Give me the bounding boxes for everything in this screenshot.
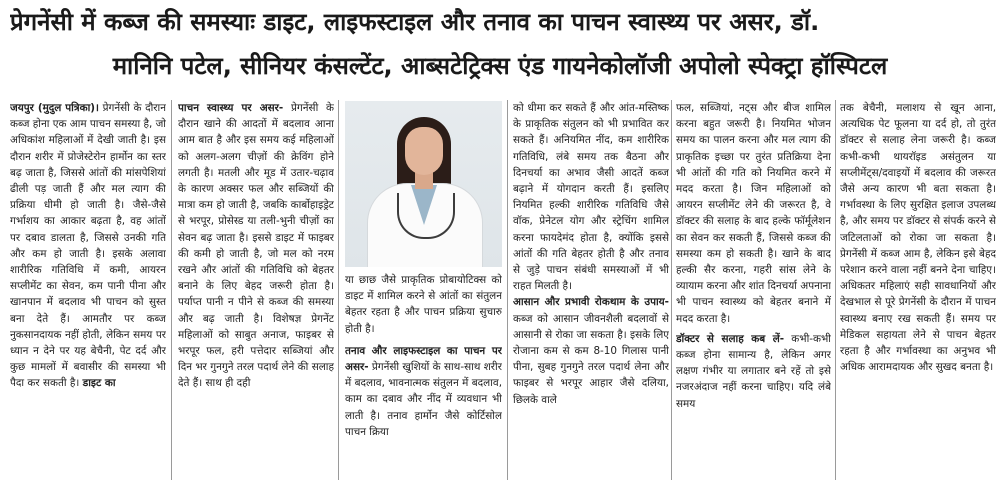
- article-column-3: [345, 272, 502, 482]
- subheading: तनाव और लाइफस्टाइल का पाचन पर असर-: [345, 344, 502, 374]
- column-text: को धीमा कर सकते हैं और आंत-मस्तिष्क के प्राकृतिक संतुलन को भी प्रभावित कर सकते हैं। अनियमित नींद, कम शारीरिक गतिविधि, लंबे समय तक बैठना और दिनचर्या का अभाव जैसी आदतें कब्ज बढ़ाने में योगदान करती हैं। इसलिए नियमित हल्की शारीरिक गतिविधि जैसे वॉक, प्रेनेटल योग और स्ट्रेचिंग शामिल करना फायदेमंद होता है, क्योंकि इससे आंतों की गति बेहतर होती है और तनाव से जुड़े पाचन संबंधी समस्याओं में भी राहत मिलती है।: [513, 102, 669, 293]
- column-divider: [338, 100, 339, 480]
- headline-line-2: मानिनि पटेल, सीनियर कंसल्टेंट, आब्सटेट्रिक्स एंड गायनेकोलॉजी अपोलो स्पेक्ट्रा हॉस्पिटल: [112, 52, 888, 80]
- column-divider: [507, 100, 508, 480]
- subheading: डॉक्टर से सलाह कब लें-: [676, 332, 785, 345]
- column-text: कब्ज को आसान जीवनशैली बदलावों से आसानी से रोका जा सकता है। इसके लिए रोजाना कम से कम 8-10 गिलास पानी पीना, सुबह गुनगुने तरल पदार्थ लेना और फाइबर से भरपूर आहार जैसे दलिया, छिलके वाले: [513, 312, 669, 406]
- column-text: फल, सब्जियां, नट्स और बीज शामिल करना बहुत जरूरी है। नियमित भोजन समय का पालन करना और मल त्याग की प्राकृतिक इच्छा पर तुरंत प्रतिक्रिया देना भी आंतों की गति को नियमित करने में मदद करता है। जिन महिलाओं को आयरन सप्लीमेंट लेने की जरूरत है, वे डॉक्टर की सलाह के बाद हल्के फॉर्मूलेशन का सेवन कर सकती हैं, जिससे कब्ज की समस्या कम हो सकती है। खाने के बाद हल्की सैर करना, गहरी सांस लेने के व्यायाम करना और शांत दिनचर्या अपनाना भी पाचन स्वास्थ्य को बेहतर बनाने में मदद करता है।: [676, 102, 831, 325]
- column-divider: [671, 100, 672, 480]
- column-text: कभी-कभी कब्ज होना सामान्य है, लेकिन अगर लक्षण गंभीर या लगातार बने रहें तो इसे नजरअंदाज नहीं करना चाहिए। यदि लंबे समय: [676, 332, 831, 410]
- article-column-2: [178, 100, 334, 482]
- subheading: डाइट का: [82, 377, 116, 390]
- column-text: प्रेगनेंसी के दौरान कब्ज होना एक आम पाचन समस्या है, जो अधिकांश महिलाओं में देखी जाती है। इस दौरान शरीर में प्रोजेस्टेरोन हार्मोन का स्तर बढ़ जाता है, जिससे आंतों की मांसपेशियां ढीली पड़ जाती हैं और मल त्याग की प्रक्रिया धीमी हो जाती है। जैसे-जैसे गर्भाशय का आकार बढ़ता है, वह आंतों पर दबाव डालता है, जिससे उनकी गति और कम हो जाती है। इसके अलावा शारीरिक गतिविधि में कमी, आयरन सप्लीमेंट का सेवन, कम पानी पीना और खानपान में बदलाव भी पाचन को सुस्त बना देते हैं। आमतौर पर कब्ज नुकसानदायक नहीं होती, लेकिन समय पर ध्यान न देने पर यह बेचैनी, पेट दर्द और कुछ मामलों में बवासीर की समस्या भी पैदा कर सकती है।: [10, 102, 166, 390]
- column-text: प्रेगनेंसी खुशियों के साथ-साथ शरीर में बदलाव, भावनात्मक संतुलन में बदलाव, काम का दबाव और नींद में व्यवधान भी लाती है। तनाव हार्मोन जैसे कोर्टिसोल पाचन क्रिया: [345, 361, 502, 438]
- subheading: आसान और प्रभावी रोकथाम के उपाय-: [513, 296, 669, 309]
- column-text: तक बेचैनी, मलाशय से खून आना, अत्यधिक पेट फूलना या दर्द हो, तो तुरंत डॉक्टर से सलाह लेना जरूरी है। कब्ज कभी-कभी थायरॉइड असंतुलन या सप्लीमेंट्स/दवाइयों में बदलाव की जरूरत जैसे अन्य कारण भी बता सकता है। गर्भावस्था के लिए सुरक्षित इलाज उपलब्ध है, और समय पर डॉक्टर से संपर्क करने से जटिलताओं को रोका जा सकता है। प्रेगनेंसी में कब्ज आम है, लेकिन इसे बेहद परेशान करने वाला नहीं बनने देना चाहिए। अधिकतर महिलाएं सही सावधानियों और देखभाल से पूरे प्रेगनेंसी के दौरान में पाचन स्वास्थ्य बनाए रख सकती हैं। समय पर मेडिकल सहायता लेने से पाचन बेहतर रहता है और गर्भावस्था का अनुभव भी अधिक आरामदायक और सुखद बनता है।: [840, 102, 996, 374]
- column-divider: [835, 100, 836, 480]
- headline-line-1: प्रेगनेंसी में कब्ज की समस्याः डाइट, लाइफस्टाइल और तनाव का पाचन स्वास्थ्य पर असर, डॉ.: [10, 8, 820, 36]
- article-column-5: [676, 100, 831, 482]
- column-divider: [171, 100, 172, 480]
- article-headline: [0, 0, 1000, 94]
- article-column-1: [10, 100, 166, 482]
- article-column-4: [513, 100, 669, 482]
- column-text: या छाछ जैसे प्राकृतिक प्रोबायोटिक्स को डाइट में शामिल करने से आंतों का संतुलन बेहतर रहता है और पाचन प्रक्रिया सुचारु होती है।: [345, 274, 502, 335]
- column-text: प्रेगनेंसी के दौरान खाने की आदतों में बदलाव आना आम बात है और इस समय कई महिलाओं को अलग-अलग चीज़ों की क्रेविंग होने लगती है। मतली और मूड में उतार-चढ़ाव के कारण अक्सर फल और सब्जियों की मात्रा कम हो जाती है, जबकि कार्बोहाइड्रेट से भरपूर, प्रोसेस्ड या तली-भुनी चीज़ों का सेवन बढ़ जाता है। इससे डाइट में फाइबर की कमी हो जाती है, जो मल को नरम रखने और आंतों की गतिविधि को बेहतर बनाने के लिए बेहद जरूरी होता है। पर्याप्त पानी न पीने से कब्ज की समस्या और बढ़ जाती है। विशेषज्ञ प्रेगनेंट महिलाओं को साबुत अनाज, फाइबर से भरपूर फल, हरी पत्तेदार सब्जियां और दिन भर गुनगुने तरल पदार्थ लेने की सलाह देते हैं। साथ ही दही: [178, 102, 334, 390]
- doctor-photo: [345, 101, 502, 267]
- dateline: जयपुर (मुदुल पत्रिका)।: [10, 102, 99, 114]
- article-column-6: [840, 100, 996, 482]
- subheading: पाचन स्वास्थ्य पर असर-: [178, 102, 284, 114]
